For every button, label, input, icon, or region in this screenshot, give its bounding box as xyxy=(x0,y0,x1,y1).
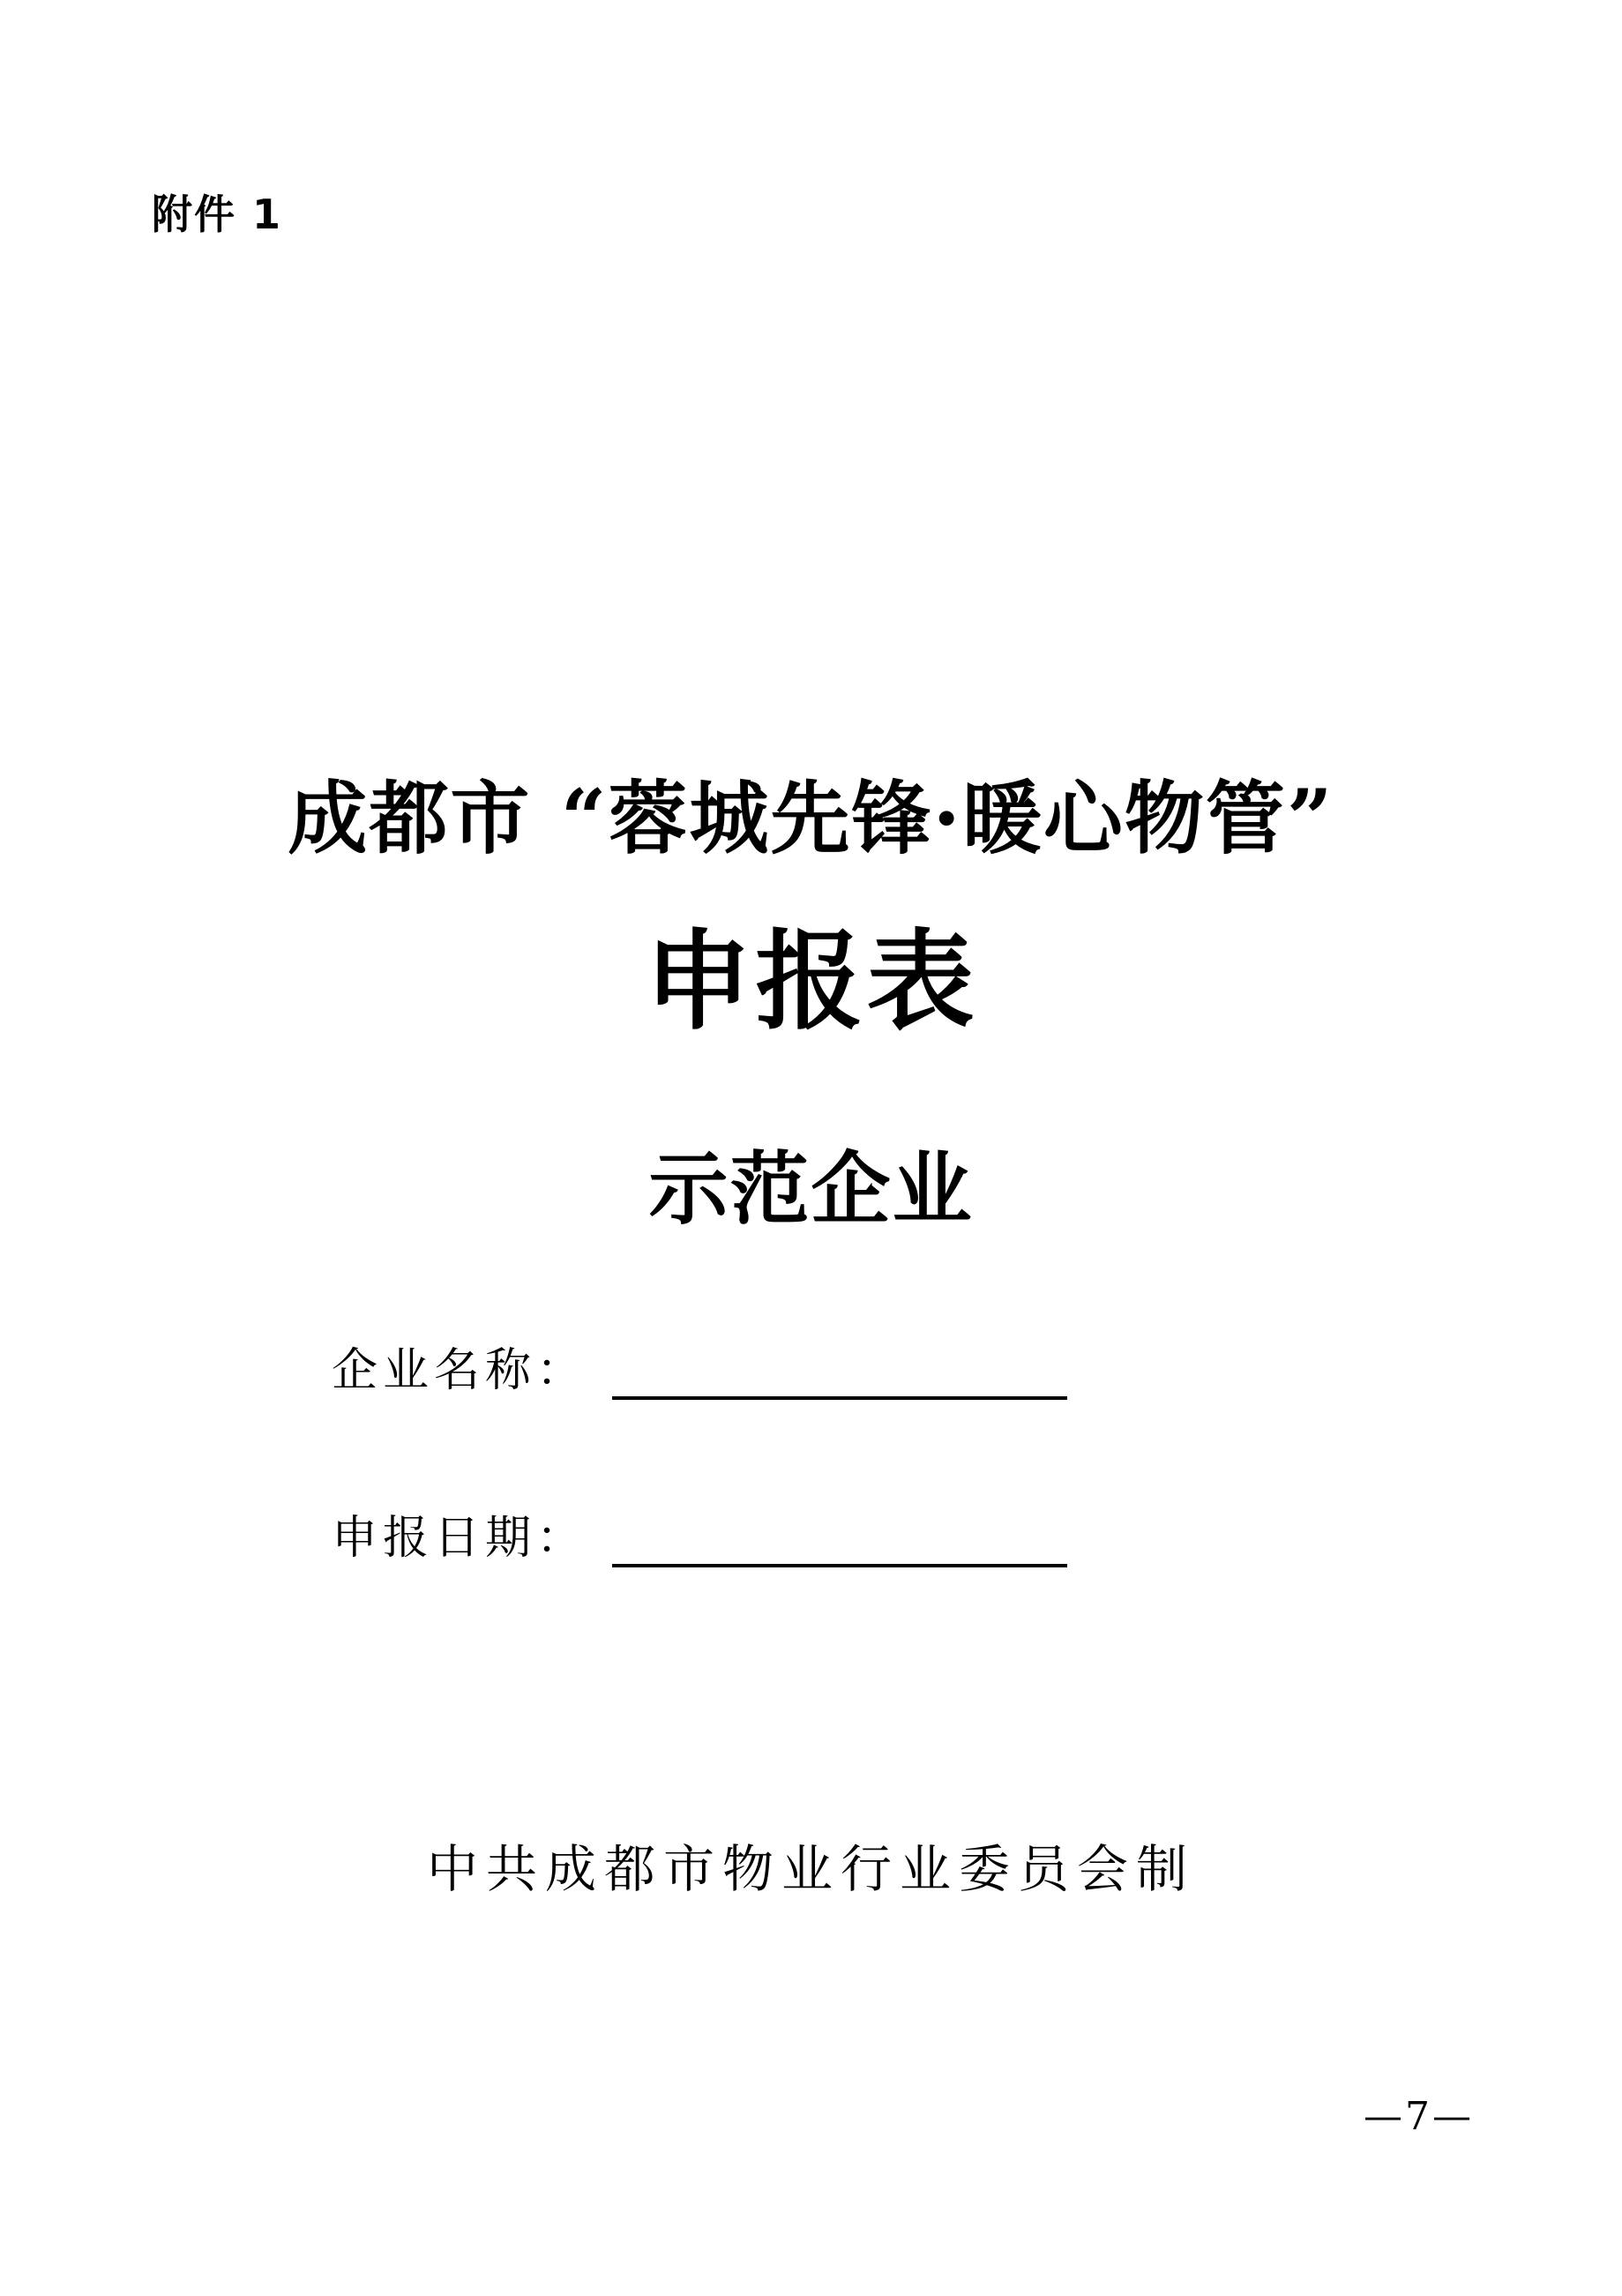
form-title: 申报表 xyxy=(644,917,978,1044)
page-number: —7— xyxy=(1364,2094,1474,2139)
issuer-line: 中共成都市物业行业委员会制 xyxy=(426,1839,1195,1899)
company-name-blank xyxy=(612,1347,1067,1400)
company-name-label: 企业名称： xyxy=(332,1344,588,1397)
application-date-row xyxy=(332,1510,1067,1567)
company-name-row xyxy=(332,1342,1067,1400)
application-date-label: 申报日期： xyxy=(332,1512,588,1565)
document-title-line2: 示范企业 xyxy=(648,1142,974,1236)
application-date-blank xyxy=(612,1514,1067,1567)
attachment-label: 附件 1 xyxy=(152,191,283,238)
document-title-line1: 成都市 “蓉城先锋·暖心物管” xyxy=(288,772,1334,865)
